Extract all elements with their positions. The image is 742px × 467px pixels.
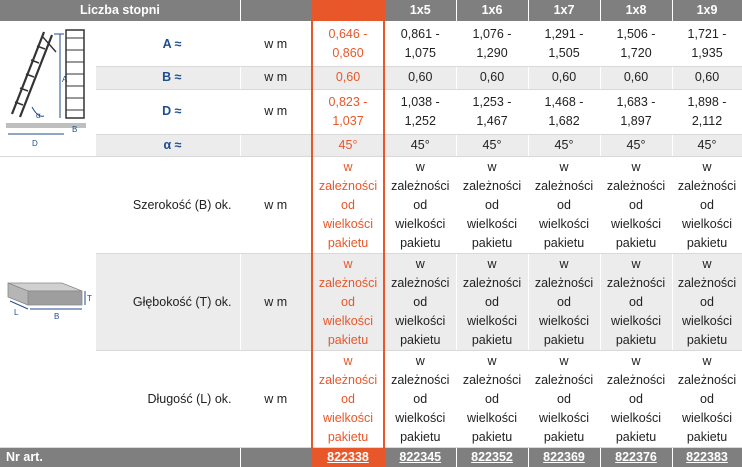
value-cell: 1,721 - 1,935	[672, 22, 742, 67]
unit-cell: w m	[240, 157, 312, 254]
article-number[interactable]: 822338	[312, 448, 384, 467]
row-length	[0, 351, 742, 448]
footer-row	[0, 448, 742, 467]
footer-title: Nr art.	[0, 448, 240, 467]
row-label: B ≈	[95, 67, 240, 90]
article-number[interactable]: 822376	[600, 448, 672, 467]
value-cell: w zależności od wielkości pakietu	[456, 351, 528, 448]
svg-text:D: D	[32, 139, 38, 148]
value-cell: 45°	[672, 134, 742, 157]
value-cell: 1,898 - 2,112	[672, 89, 742, 134]
value-cell: w zależności od wielkości pakietu	[384, 254, 456, 351]
value-cell: 1,506 - 1,720	[600, 22, 672, 67]
svg-text:T: T	[87, 294, 92, 303]
value-cell: w zależności od wielkości pakietu	[312, 254, 384, 351]
value-cell: w zależności od wielkości pakietu	[672, 351, 742, 448]
value-cell: w zależności od wielkości pakietu	[600, 254, 672, 351]
row-a	[0, 22, 742, 67]
value-cell: 1,468 - 1,682	[528, 89, 600, 134]
svg-text:α: α	[36, 111, 41, 120]
value-cell: 0,823 - 1,037	[312, 89, 384, 134]
value-cell: 1,291 - 1,505	[528, 22, 600, 67]
value-cell: w zależności od wielkości pakietu	[312, 157, 384, 254]
row-b	[0, 67, 742, 90]
unit-cell	[240, 134, 312, 157]
value-cell: w zależności od wielkości pakietu	[528, 157, 600, 254]
value-cell: w zależności od wielkości pakietu	[312, 351, 384, 448]
row-label: Głębokość (T) ok.	[95, 254, 240, 351]
value-cell: 1,253 - 1,467	[456, 89, 528, 134]
value-cell: 0,646 - 0,860	[312, 22, 384, 67]
value-cell: w zależności od wielkości pakietu	[528, 351, 600, 448]
col-header: 1x9	[672, 0, 742, 22]
value-cell: w zależności od wielkości pakietu	[384, 157, 456, 254]
value-cell: 0,60	[456, 67, 528, 90]
row-depth	[0, 254, 742, 351]
col-header: 1x5	[384, 0, 456, 22]
col-header: 1x8	[600, 0, 672, 22]
value-cell: 0,60	[384, 67, 456, 90]
row-width	[0, 157, 742, 254]
col-header: 1x6	[456, 0, 528, 22]
value-cell: w zależności od wielkości pakietu	[672, 157, 742, 254]
value-cell: w zależności od wielkości pakietu	[600, 157, 672, 254]
value-cell: 0,60	[600, 67, 672, 90]
unit-cell: w m	[240, 22, 312, 67]
value-cell: w zależności od wielkości pakietu	[672, 254, 742, 351]
value-cell: 45°	[312, 134, 384, 157]
row-d	[0, 89, 742, 134]
svg-text:B: B	[72, 125, 77, 134]
header-title: Liczba stopni	[0, 0, 240, 22]
article-number[interactable]: 822369	[528, 448, 600, 467]
row-label: D ≈	[95, 89, 240, 134]
svg-text:L: L	[14, 308, 19, 317]
value-cell: 1,038 - 1,252	[384, 89, 456, 134]
value-cell: w zależności od wielkości pakietu	[384, 351, 456, 448]
article-number[interactable]: 822345	[384, 448, 456, 467]
value-cell: 0,60	[312, 67, 384, 90]
package-diagram	[0, 157, 95, 448]
article-number[interactable]: 822352	[456, 448, 528, 467]
value-cell: 45°	[600, 134, 672, 157]
value-cell: 45°	[528, 134, 600, 157]
unit-cell: w m	[240, 254, 312, 351]
unit-cell: w m	[240, 351, 312, 448]
row-label: Szerokość (B) ok.	[95, 157, 240, 254]
value-cell: 1,076 - 1,290	[456, 22, 528, 67]
package-box-icon	[2, 269, 92, 329]
unit-cell: w m	[240, 89, 312, 134]
value-cell: 45°	[456, 134, 528, 157]
row-label: A ≈	[95, 22, 240, 67]
value-cell: w zależności od wielkości pakietu	[456, 157, 528, 254]
header-row	[0, 0, 742, 22]
row-label: Długość (L) ok.	[95, 351, 240, 448]
ladder-diagram	[0, 22, 95, 157]
row-alpha	[0, 134, 742, 157]
value-cell: 0,60	[672, 67, 742, 90]
value-cell: 0,861 - 1,075	[384, 22, 456, 67]
col-header: 1x4	[312, 0, 384, 22]
ladder-diagram-icon	[2, 22, 92, 150]
footer-unit-cell	[240, 448, 312, 467]
value-cell: 1,683 - 1,897	[600, 89, 672, 134]
value-cell: 45°	[384, 134, 456, 157]
value-cell: w zależności od wielkości pakietu	[528, 254, 600, 351]
header-unit-cell	[240, 0, 312, 22]
svg-text:A: A	[62, 75, 68, 84]
article-number[interactable]: 822383	[672, 448, 742, 467]
value-cell: w zależności od wielkości pakietu	[600, 351, 672, 448]
col-header: 1x7	[528, 0, 600, 22]
value-cell: 0,60	[528, 67, 600, 90]
unit-cell: w m	[240, 67, 312, 90]
svg-text:B: B	[54, 312, 59, 321]
value-cell: w zależności od wielkości pakietu	[456, 254, 528, 351]
row-label: α ≈	[95, 134, 240, 157]
